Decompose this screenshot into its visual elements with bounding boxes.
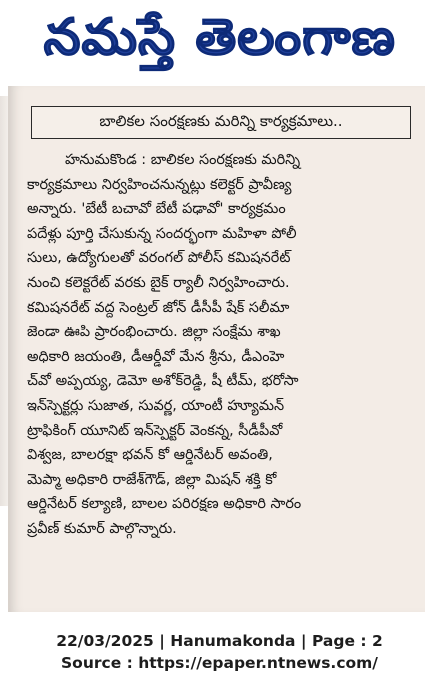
article-line: విశ్వజ, బాలరక్షా భవన్ కో ఆర్డినేటర్ అవంతి, (27, 447, 273, 464)
article-line: హనుమకొండ : బాలికల సంరక్షణకు మరిన్ని (65, 152, 301, 168)
article-line: నుంచి కలెక్టరేట్ వరకు బైక్ ర్యాలీ నిర్వహించారు. (27, 274, 290, 291)
article-line: ప్రవీణ్ కుమార్ పాల్గొన్నారు. (27, 520, 177, 537)
article-headline: బాలికల సంరక్షణకు మరిన్ని కార్యక్రమాలు.. (31, 106, 411, 139)
article-line: అధికారి జయంతి, డీఆర్డీవో మేన శ్రీను, డీఎంహె (27, 348, 285, 365)
article-line: పదేళ్లు పూర్తి చేసుకున్న సందర్భంగా మహిళా పోలీ (27, 225, 297, 242)
article-line: అన్నారు. 'బేటీ బచావో బేటీ పఢావో' కార్యక్రమం (27, 201, 286, 218)
article-line: ఇన్‌స్పెక్టర్లు సుజాత, సువర్ణ, యాంటీ హ్యూమన్ (27, 397, 285, 414)
newspaper-logo-title: నమస్తే తెలంగాణ (43, 7, 396, 66)
clipping-footer (0, 630, 439, 674)
article-line: జెండా ఊపి ప్రారంభించారు. జిల్లా సంక్షేమ శాఖ (27, 324, 281, 341)
edition-info: 22/03/2025 | Hanumakonda | Page : 2 (56, 632, 383, 650)
article-line: ఆర్డినేటర్ కల్యాణి, బాలల పరిరక్షణ అధికారి సారం (27, 496, 302, 513)
article-line: కమిషనరేట్ వద్ద సెంట్రల్ జోన్ డీసీపీ షేక్ సలీమా (27, 299, 290, 316)
article-line: మెప్మా అధికారి రాజేశ్‌గౌడ్, జిల్లా మిషన్ శక్తి కో (27, 471, 277, 488)
masthead (0, 0, 439, 86)
article-line: సులు, ఉద్యోగులతో వరంగల్ పోలీస్ కమిషనరేట్ (27, 250, 291, 267)
news-clipping (8, 86, 425, 612)
article-body (27, 148, 417, 542)
article-line: ట్రాఫికింగ్ యూనిట్ ఇన్‌స్పెక్టర్ వెంకన్న, సీడీపీవో (27, 422, 283, 439)
article-line: చ్‌వో అప్పయ్య, డెమో అశోక్‌రెడ్డి, షీ టీమ్, భరోసా (27, 373, 299, 390)
source-info: Source : https://epaper.ntnews.com/ (61, 654, 378, 672)
article-line: కార్యక్రమాలు నిర్వహించనున్నట్లు కలెక్టర్ ప్రావీణ్య (27, 176, 292, 193)
